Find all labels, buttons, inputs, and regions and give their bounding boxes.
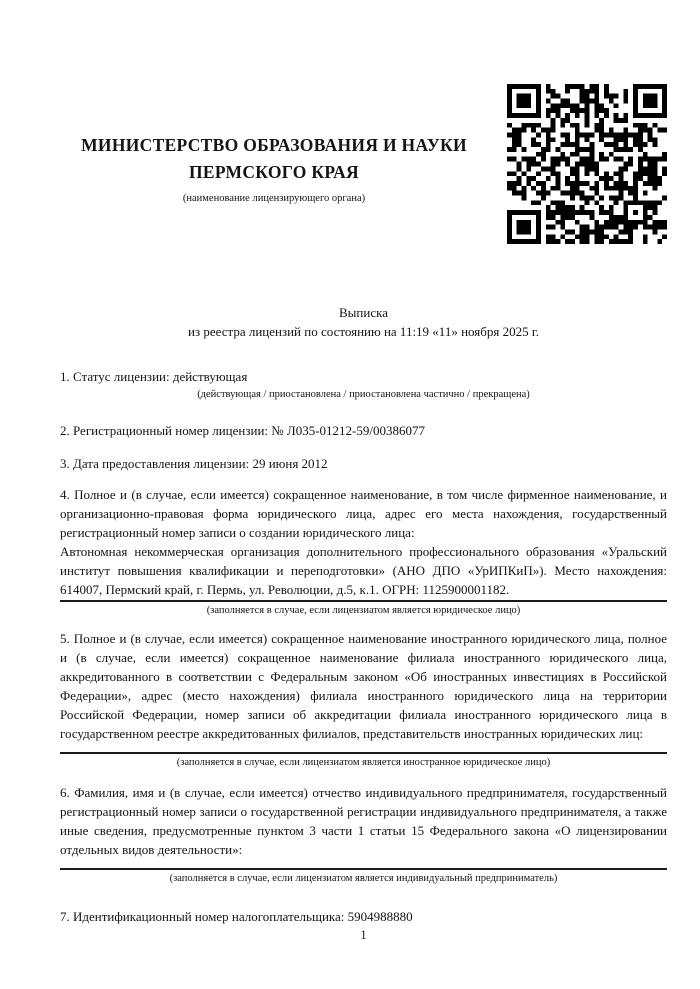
ministry-name-line2: ПЕРМСКОГО КРАЯ (189, 162, 359, 182)
license-grant-date-text: 3. Дата предоставления лицензии: 29 июня 2012 (60, 456, 328, 471)
individual-entrepreneur-label: 6. Фамилия, имя и (в случае, если имеется) отчество индивидуального предпринимателя, государственный регистрационный номер записи о государственной регистрации индивидуального предпринимателя, а также иные сведения, предусмотренные пунктом 3 части 1 статьи 15 Федерального закона «О лицензировании отдельных видов деятельности»: (60, 785, 667, 857)
document-title-line1: Выписка (339, 305, 388, 320)
qr-code (507, 84, 667, 244)
individual-entrepreneur-value (60, 859, 667, 867)
document-body (60, 303, 667, 926)
individual-entrepreneur-fill-caption: (заполняется в случае, если лицензиатом является индивидуальный предприниматель) (169, 873, 558, 884)
item-foreign-legal-entity (60, 629, 667, 769)
licensing-authority-header (58, 132, 490, 205)
item-legal-entity (60, 485, 667, 617)
legal-entity-fill-caption: (заполняется в случае, если лицензиатом является юридическое лицо) (206, 605, 521, 616)
foreign-legal-entity-fill-caption: (заполняется в случае, если лицензиатом является иностранное юридическое лицо) (176, 757, 551, 768)
page-number: 1 (360, 928, 367, 942)
item-license-grant-date (60, 454, 667, 473)
ministry-name-line1: МИНИСТЕРСТВО ОБРАЗОВАНИЯ И НАУКИ (81, 135, 467, 155)
registration-number-text: 2. Регистрационный номер лицензии: № Л035-01212-59/00386077 (60, 423, 426, 438)
item-individual-entrepreneur (60, 783, 667, 885)
item-license-status (60, 367, 667, 401)
foreign-legal-entity-label: 5. Полное и (в случае, если имеется) сокращенное наименование иностранного юридического лица, полное и (в случае, если имеется) сокращенное наименование филиала иностранного юридического лица, аккредитованного в соответствии с Федеральным законом «Об иностранных инвестициях в Российской Федерации», адрес (место нахождения) филиала иностранного юридического лица на территории Российской Федерации, номер записи об аккредитации филиала иностранного юридического лица в государственном реестре аккредитованных филиалов, представительств иностранных юридических лиц: (60, 631, 667, 741)
foreign-legal-entity-fill-line (60, 752, 667, 754)
licensing-authority-caption: (наименование лицензирующего органа) (182, 193, 366, 204)
item-taxpayer-number (60, 907, 667, 926)
foreign-legal-entity-value (60, 743, 667, 751)
taxpayer-number-text: 7. Идентификационный номер налогоплательщика: 5904988880 (60, 909, 413, 924)
individual-entrepreneur-fill-line (60, 868, 667, 870)
document-title-line2: из реестра лицензий по состоянию на 11:19 «11» ноября 2025 г. (188, 324, 539, 339)
legal-entity-value: Автономная некоммерческая организация дополнительного профессионального образования «Уральский институт повышения квалификации и переподготовки» (АНО ДПО «УрИПКиП»). Место нахождения: 614007, Пермский край, г. Пермь, ул. Революции, д.5, к.1. ОГРН: 1125900001182. (60, 544, 667, 597)
document-title (60, 303, 667, 341)
legal-entity-label: 4. Полное и (в случае, если имеется) сокращенное наименование, в том числе фирменное наименование, и организационно-правовая форма юридического лица, адрес его места нахождения, государственный регистрационный номер записи о создании юридического лица: (60, 487, 667, 540)
legal-entity-fill-line (60, 600, 667, 602)
license-status-text: 1. Статус лицензии: действующая (60, 369, 248, 384)
license-status-options-caption: (действующая / приостановлена / приостановлена частично / прекращена) (197, 389, 530, 400)
item-registration-number (60, 421, 667, 440)
